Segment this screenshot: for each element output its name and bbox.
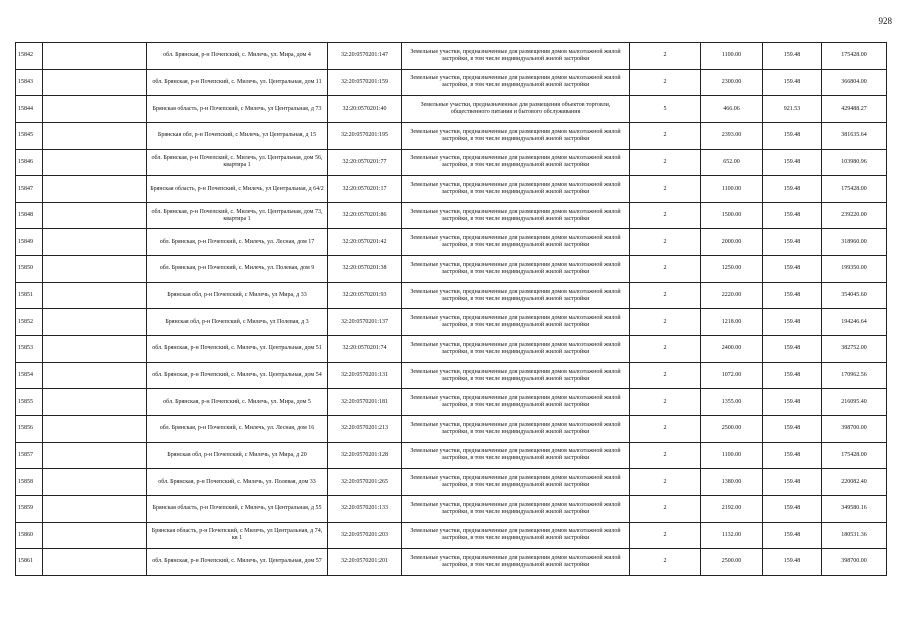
table-row xyxy=(16,549,887,576)
cadastral-number-cell: 32:20:0570201:128 xyxy=(328,442,402,469)
table-row xyxy=(16,282,887,309)
table-row xyxy=(16,149,887,176)
table-row xyxy=(16,256,887,283)
row-number: 15849 xyxy=(16,229,43,256)
specific-value-cell: 159.48 xyxy=(763,336,822,363)
address-cell: Брянская обл, р-н Почепский, с Милечь, ул Мира, д 20 xyxy=(147,442,328,469)
address-cell: обл. Брянская, р-н Почепский, с. Милечь, ул. Центральная, дом 51 xyxy=(147,336,328,363)
land-use-cell: Земельные участки, предназначенные для размещения домов малоэтажной жилой застройки, в том числе индивидуальной жилой застройки xyxy=(402,362,630,389)
category-code-cell: 2 xyxy=(630,229,701,256)
category-code-cell: 2 xyxy=(630,522,701,549)
spacer-cell xyxy=(43,495,147,522)
row-number: 15856 xyxy=(16,415,43,442)
row-number: 15842 xyxy=(16,43,43,70)
category-code-cell: 2 xyxy=(630,43,701,70)
row-number: 15850 xyxy=(16,256,43,283)
category-code-cell: 2 xyxy=(630,415,701,442)
area-cell: 2220.00 xyxy=(701,282,763,309)
address-cell: Брянская обл, р-н Почепский, с Милечь, ул Центральная, д 15 xyxy=(147,122,328,149)
land-use-cell: Земельные участки, предназначенные для размещения домов малоэтажной жилой застройки, в том числе индивидуальной жилой застройки xyxy=(402,229,630,256)
table-row xyxy=(16,122,887,149)
spacer-cell xyxy=(43,176,147,203)
category-code-cell: 2 xyxy=(630,549,701,576)
spacer-cell xyxy=(43,549,147,576)
cadastral-value-cell: 170962.56 xyxy=(822,362,887,389)
cadastral-value-cell: 216095.40 xyxy=(822,389,887,416)
land-use-cell: Земельные участки, предназначенные для размещения объектов торговли, общественного питания и бытового обслуживания xyxy=(402,96,630,123)
spacer-cell xyxy=(43,202,147,229)
cadastral-value-cell: 354045.60 xyxy=(822,282,887,309)
row-number: 15857 xyxy=(16,442,43,469)
cadastral-number-cell: 32:20:0570201:195 xyxy=(328,122,402,149)
category-code-cell: 5 xyxy=(630,96,701,123)
land-use-cell: Земельные участки, предназначенные для размещения домов малоэтажной жилой застройки, в том числе индивидуальной жилой застройки xyxy=(402,336,630,363)
address-cell: Брянская область, р-н Почепский, с Милечь, ул Центральная, д 55 xyxy=(147,495,328,522)
row-number: 15851 xyxy=(16,282,43,309)
category-code-cell: 2 xyxy=(630,69,701,96)
table-row xyxy=(16,96,887,123)
area-cell: 2400.00 xyxy=(701,336,763,363)
specific-value-cell: 159.48 xyxy=(763,549,822,576)
cadastral-number-cell: 32:20:0570201:17 xyxy=(328,176,402,203)
specific-value-cell: 159.48 xyxy=(763,442,822,469)
area-cell: 1355.00 xyxy=(701,389,763,416)
spacer-cell xyxy=(43,522,147,549)
spacer-cell xyxy=(43,69,147,96)
land-use-cell: Земельные участки, предназначенные для размещения домов малоэтажной жилой застройки, в том числе индивидуальной жилой застройки xyxy=(402,415,630,442)
table-row xyxy=(16,495,887,522)
area-cell: 2300.00 xyxy=(701,69,763,96)
specific-value-cell: 159.48 xyxy=(763,362,822,389)
address-cell: обл. Брянская, р-н Почепский, с. Милечь, ул. Центральная, дом 56, квартира 1 xyxy=(147,149,328,176)
category-code-cell: 2 xyxy=(630,362,701,389)
spacer-cell xyxy=(43,442,147,469)
cadastral-value-cell: 239220.00 xyxy=(822,202,887,229)
specific-value-cell: 159.48 xyxy=(763,309,822,336)
category-code-cell: 2 xyxy=(630,176,701,203)
land-use-cell: Земельные участки, предназначенные для размещения домов малоэтажной жилой застройки, в том числе индивидуальной жилой застройки xyxy=(402,549,630,576)
spacer-cell xyxy=(43,336,147,363)
row-number: 15854 xyxy=(16,362,43,389)
cadastral-number-cell: 32:20:0570201:42 xyxy=(328,229,402,256)
specific-value-cell: 159.48 xyxy=(763,495,822,522)
cadastral-value-cell: 318960.00 xyxy=(822,229,887,256)
table-row xyxy=(16,229,887,256)
cadastral-number-cell: 32:20:0570201:131 xyxy=(328,362,402,389)
spacer-cell xyxy=(43,282,147,309)
specific-value-cell: 159.48 xyxy=(763,122,822,149)
category-code-cell: 2 xyxy=(630,336,701,363)
land-use-cell: Земельные участки, предназначенные для размещения домов малоэтажной жилой застройки, в том числе индивидуальной жилой застройки xyxy=(402,469,630,496)
cadastral-number-cell: 32:20:0570201:265 xyxy=(328,469,402,496)
spacer-cell xyxy=(43,96,147,123)
category-code-cell: 2 xyxy=(630,202,701,229)
spacer-cell xyxy=(43,309,147,336)
land-use-cell: Земельные участки, предназначенные для размещения домов малоэтажной жилой застройки, в том числе индивидуальной жилой застройки xyxy=(402,282,630,309)
cadastral-value-cell: 398700.00 xyxy=(822,415,887,442)
spacer-cell xyxy=(43,256,147,283)
specific-value-cell: 159.48 xyxy=(763,256,822,283)
area-cell: 1250.00 xyxy=(701,256,763,283)
table-row xyxy=(16,362,887,389)
address-cell: Брянская область, р-н Почепский, с Милечь, ул Центральная, д 74, кв 1 xyxy=(147,522,328,549)
row-number: 15858 xyxy=(16,469,43,496)
address-cell: Брянская область, р-н Почепский, с Милечь, ул Центральная, д 73 xyxy=(147,96,328,123)
area-cell: 1500.00 xyxy=(701,202,763,229)
cadastral-value-cell: 194246.64 xyxy=(822,309,887,336)
spacer-cell xyxy=(43,469,147,496)
specific-value-cell: 159.48 xyxy=(763,176,822,203)
address-cell: обл. Брянская, р-н Почепский, с. Милечь, ул. Центральная, дом 73, квартира 1 xyxy=(147,202,328,229)
row-number: 15860 xyxy=(16,522,43,549)
address-cell: обл. Брянская, р-н Почепский, с. Милечь, ул. Лесная, дом 16 xyxy=(147,415,328,442)
area-cell: 2000.00 xyxy=(701,229,763,256)
cadastral-value-cell: 175428.00 xyxy=(822,442,887,469)
cadastral-number-cell: 32:20:0570201:201 xyxy=(328,549,402,576)
land-use-cell: Земельные участки, предназначенные для размещения домов малоэтажной жилой застройки, в том числе индивидуальной жилой застройки xyxy=(402,256,630,283)
table-row xyxy=(16,336,887,363)
specific-value-cell: 159.48 xyxy=(763,43,822,70)
area-cell: 2192.00 xyxy=(701,495,763,522)
address-cell: обл. Брянская, р-н Почепский, с. Милечь, ул. Полевая, дом 9 xyxy=(147,256,328,283)
spacer-cell xyxy=(43,415,147,442)
cadastral-number-cell: 32:20:0570201:203 xyxy=(328,522,402,549)
area-cell: 1100.00 xyxy=(701,43,763,70)
row-number: 15847 xyxy=(16,176,43,203)
cadastral-number-cell: 32:20:0570201:86 xyxy=(328,202,402,229)
address-cell: обл. Брянская, р-н Почепский, с. Милечь, ул. Центральная, дом 54 xyxy=(147,362,328,389)
cadastral-number-cell: 32:20:0570201:137 xyxy=(328,309,402,336)
specific-value-cell: 921.53 xyxy=(763,96,822,123)
spacer-cell xyxy=(43,229,147,256)
cadastral-value-cell: 349580.16 xyxy=(822,495,887,522)
address-cell: обл. Брянская, р-н Почепский, с. Милечь, ул. Мира, дом 5 xyxy=(147,389,328,416)
spacer-cell xyxy=(43,122,147,149)
category-code-cell: 2 xyxy=(630,389,701,416)
row-number: 15859 xyxy=(16,495,43,522)
area-cell: 1100.00 xyxy=(701,442,763,469)
area-cell: 1132.00 xyxy=(701,522,763,549)
address-cell: Брянская обл, р-н Почепский, с Милечь, ул Полевая, д 3 xyxy=(147,309,328,336)
cadastral-number-cell: 32:20:0570201:93 xyxy=(328,282,402,309)
cadastral-value-cell: 429488.27 xyxy=(822,96,887,123)
cadastral-number-cell: 32:20:0570201:77 xyxy=(328,149,402,176)
address-cell: Брянская обл, р-н Почепский, с Милечь, ул Мира, д 33 xyxy=(147,282,328,309)
row-number: 15848 xyxy=(16,202,43,229)
cadastral-value-cell: 175428.00 xyxy=(822,176,887,203)
category-code-cell: 2 xyxy=(630,282,701,309)
cadastral-value-cell: 199350.00 xyxy=(822,256,887,283)
area-cell: 2500.00 xyxy=(701,415,763,442)
area-cell: 1380.00 xyxy=(701,469,763,496)
table-row xyxy=(16,469,887,496)
specific-value-cell: 159.48 xyxy=(763,149,822,176)
category-code-cell: 2 xyxy=(630,469,701,496)
row-number: 15861 xyxy=(16,549,43,576)
cadastral-value-cell: 220082.40 xyxy=(822,469,887,496)
specific-value-cell: 159.48 xyxy=(763,389,822,416)
category-code-cell: 2 xyxy=(630,149,701,176)
land-use-cell: Земельные участки, предназначенные для размещения домов малоэтажной жилой застройки, в том числе индивидуальной жилой застройки xyxy=(402,389,630,416)
land-use-cell: Земельные участки, предназначенные для размещения домов малоэтажной жилой застройки, в том числе индивидуальной жилой застройки xyxy=(402,522,630,549)
land-use-cell: Земельные участки, предназначенные для размещения домов малоэтажной жилой застройки, в том числе индивидуальной жилой застройки xyxy=(402,176,630,203)
land-use-cell: Земельные участки, предназначенные для размещения домов малоэтажной жилой застройки, в том числе индивидуальной жилой застройки xyxy=(402,69,630,96)
land-use-cell: Земельные участки, предназначенные для размещения домов малоэтажной жилой застройки, в том числе индивидуальной жилой застройки xyxy=(402,122,630,149)
area-cell: 652.00 xyxy=(701,149,763,176)
cadastral-value-cell: 175428.00 xyxy=(822,43,887,70)
address-cell: обл. Брянская, р-н Почепский, с. Милечь, ул. Мира, дом 4 xyxy=(147,43,328,70)
cadastral-value-cell: 381635.64 xyxy=(822,122,887,149)
area-cell: 1218.00 xyxy=(701,309,763,336)
table-row xyxy=(16,309,887,336)
row-number: 15844 xyxy=(16,96,43,123)
table-row xyxy=(16,176,887,203)
specific-value-cell: 159.48 xyxy=(763,69,822,96)
specific-value-cell: 159.48 xyxy=(763,202,822,229)
cadastral-number-cell: 32:20:0570201:147 xyxy=(328,43,402,70)
area-cell: 1100.00 xyxy=(701,176,763,203)
cadastral-value-cell: 398700.00 xyxy=(822,549,887,576)
specific-value-cell: 159.48 xyxy=(763,522,822,549)
category-code-cell: 2 xyxy=(630,122,701,149)
specific-value-cell: 159.48 xyxy=(763,282,822,309)
address-cell: обл. Брянская, р-н Почепский, с. Милечь, ул. Лесная, дом 17 xyxy=(147,229,328,256)
cadastral-number-cell: 32:20:0570201:181 xyxy=(328,389,402,416)
cadastral-number-cell: 32:20:0570201:38 xyxy=(328,256,402,283)
land-use-cell: Земельные участки, предназначенные для размещения домов малоэтажной жилой застройки, в том числе индивидуальной жилой застройки xyxy=(402,309,630,336)
cadastral-number-cell: 32:20:0570201:159 xyxy=(328,69,402,96)
cadastral-value-cell: 103980.96 xyxy=(822,149,887,176)
land-use-cell: Земельные участки, предназначенные для размещения домов малоэтажной жилой застройки, в том числе индивидуальной жилой застройки xyxy=(402,442,630,469)
area-cell: 2393.00 xyxy=(701,122,763,149)
table-row xyxy=(16,43,887,70)
page-number: 928 xyxy=(878,16,892,26)
cadastral-value-cell: 382752.00 xyxy=(822,336,887,363)
table-row xyxy=(16,522,887,549)
spacer-cell xyxy=(43,389,147,416)
table-body xyxy=(16,43,887,576)
row-number: 15852 xyxy=(16,309,43,336)
cadastral-number-cell: 32:20:0570201:213 xyxy=(328,415,402,442)
specific-value-cell: 159.48 xyxy=(763,469,822,496)
land-use-cell: Земельные участки, предназначенные для размещения домов малоэтажной жилой застройки, в том числе индивидуальной жилой застройки xyxy=(402,495,630,522)
table-row xyxy=(16,202,887,229)
specific-value-cell: 159.48 xyxy=(763,229,822,256)
cadastral-number-cell: 32:20:0570201:74 xyxy=(328,336,402,363)
table-row xyxy=(16,69,887,96)
category-code-cell: 2 xyxy=(630,495,701,522)
specific-value-cell: 159.48 xyxy=(763,415,822,442)
address-cell: обл. Брянская, р-н Почепский, с. Милечь, ул. Центральная, дом 57 xyxy=(147,549,328,576)
cadastral-number-cell: 32:20:0570201:133 xyxy=(328,495,402,522)
row-number: 15853 xyxy=(16,336,43,363)
area-cell: 466.06 xyxy=(701,96,763,123)
table-row xyxy=(16,389,887,416)
area-cell: 2500.00 xyxy=(701,549,763,576)
category-code-cell: 2 xyxy=(630,309,701,336)
spacer-cell xyxy=(43,43,147,70)
cadastral-value-cell: 180531.36 xyxy=(822,522,887,549)
area-cell: 1072.00 xyxy=(701,362,763,389)
land-use-cell: Земельные участки, предназначенные для размещения домов малоэтажной жилой застройки, в том числе индивидуальной жилой застройки xyxy=(402,202,630,229)
row-number: 15845 xyxy=(16,122,43,149)
cadastral-number-cell: 32:20:0570201:40 xyxy=(328,96,402,123)
category-code-cell: 2 xyxy=(630,256,701,283)
cadastral-value-cell: 366804.00 xyxy=(822,69,887,96)
spacer-cell xyxy=(43,149,147,176)
row-number: 15855 xyxy=(16,389,43,416)
table-row xyxy=(16,442,887,469)
land-use-cell: Земельные участки, предназначенные для размещения домов малоэтажной жилой застройки, в том числе индивидуальной жилой застройки xyxy=(402,43,630,70)
land-use-cell: Земельные участки, предназначенные для размещения домов малоэтажной жилой застройки, в том числе индивидуальной жилой застройки xyxy=(402,149,630,176)
row-number: 15846 xyxy=(16,149,43,176)
cadastral-value-table xyxy=(15,42,887,576)
address-cell: обл. Брянская, р-н Почепский, с. Милечь, ул. Центральная, дом 11 xyxy=(147,69,328,96)
address-cell: обл. Брянская, р-н Почепский, с. Милечь, ул. Полевая, дом 33 xyxy=(147,469,328,496)
category-code-cell: 2 xyxy=(630,442,701,469)
row-number: 15843 xyxy=(16,69,43,96)
address-cell: Брянская область, р-н Почепский, с Милечь, ул Центральная, д 64/2 xyxy=(147,176,328,203)
spacer-cell xyxy=(43,362,147,389)
table-row xyxy=(16,415,887,442)
